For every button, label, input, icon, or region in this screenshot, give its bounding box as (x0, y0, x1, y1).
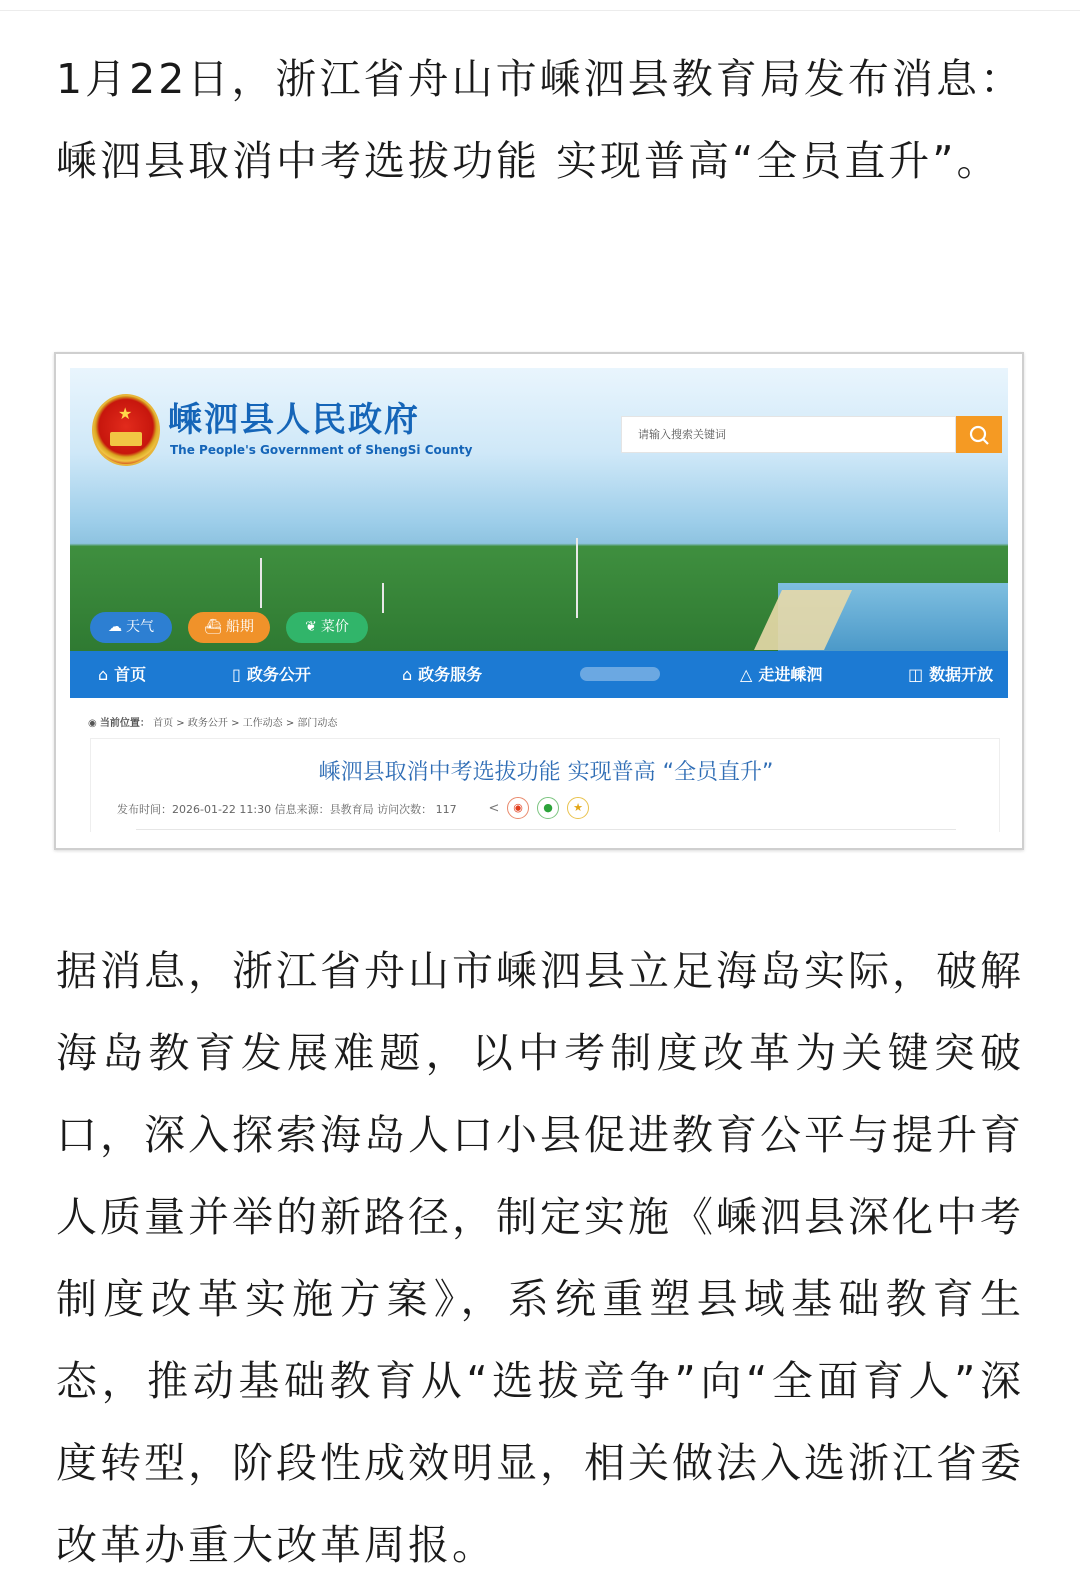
nav-item-gov-service[interactable] (402, 651, 482, 698)
quick-link-label: 菜价 (320, 619, 349, 635)
weather-icon: ☁ (108, 619, 122, 635)
location-icon: ◉ (88, 718, 97, 729)
quick-link-label: 船期 (225, 619, 254, 635)
site-banner (70, 368, 1008, 651)
mountain-icon: △ (740, 665, 753, 684)
nav-label: 首页 (114, 665, 147, 684)
site-subtitle: The People's Government of ShengSi County (170, 443, 473, 457)
nav-label: 走进嵊泗 (758, 665, 823, 684)
article-meta: 发布时间：2026-01-22 11:30 信息来源：县教育局 访问次数： 117 (117, 803, 457, 816)
pylon-image (576, 538, 578, 618)
nav-item-home[interactable] (98, 651, 146, 698)
home-icon: ⌂ (98, 665, 109, 684)
book-icon: ▯ (232, 665, 241, 684)
nav-label: 数据开放 (929, 665, 994, 684)
vegetable-icon: ❦ (305, 619, 317, 635)
chart-icon: ◫ (908, 665, 924, 684)
site-title: 嵊泗县人民政府 (168, 400, 420, 440)
nav-item-blurred (580, 667, 660, 681)
national-emblem-icon: ★ (92, 394, 160, 466)
wechat-icon[interactable]: ● (537, 797, 559, 819)
quick-link-label: 天气 (126, 619, 154, 635)
divider (136, 829, 956, 830)
search-input[interactable]: 请输入搜索关键词 (621, 416, 956, 453)
search-icon (968, 424, 990, 446)
breadcrumb-item[interactable]: 部门动态 (297, 718, 338, 729)
article-card (90, 738, 1000, 832)
article-title: 嵊泗县取消中考选拔功能 实现普高 “全员直升” (318, 760, 774, 785)
article-body: 据消息，浙江省舟山市嵊泗县立足海岛实际，破解海岛教育发展难题，以中考制度改革为关键突破口，深入探索海岛人口小县促进教育公平与提升育人质量并举的新路径，制定实施《嵊泗县深化中考制度改革实施方案》，系统重塑县域基础教育生态，推动基础教育从“选拔竞争”向“全面育人”深度转型，阶段性成效明显，相关做法入选浙江省委改革办重大改革周报。 (56, 947, 1024, 1569)
quick-link-vegetable[interactable] (286, 612, 368, 643)
pylon-image (260, 558, 262, 608)
embedded-screenshot (54, 352, 1024, 850)
top-divider (0, 0, 1080, 11)
weibo-icon[interactable]: ◉ (507, 797, 529, 819)
quick-link-ship[interactable] (188, 612, 270, 643)
share-icon[interactable]: < (488, 801, 500, 816)
breadcrumb-separator: > (285, 718, 295, 729)
nav-label: 政务服务 (418, 665, 483, 684)
breadcrumb-item[interactable]: 工作动态 (242, 718, 283, 729)
breadcrumb-item[interactable]: 政务公开 (187, 718, 228, 729)
breadcrumb-item[interactable]: 首页 (153, 718, 174, 729)
nav-item-open-data[interactable] (908, 651, 993, 698)
breadcrumb-separator: > (176, 718, 185, 729)
nav-item-shengsi[interactable] (740, 651, 822, 698)
quick-link-weather[interactable] (90, 612, 172, 643)
breadcrumb-prefix: 当前位置： (99, 718, 150, 729)
main-nav (70, 651, 1008, 698)
building-icon: ⌂ (402, 665, 413, 684)
search-button[interactable] (956, 416, 1002, 453)
pylon-image (382, 583, 384, 613)
breadcrumb-separator: > (231, 718, 240, 729)
ship-icon: ⛴ (204, 619, 222, 635)
breadcrumb (88, 714, 337, 729)
favorite-icon[interactable]: ★ (567, 797, 589, 819)
nav-item-gov-affairs[interactable] (232, 651, 311, 698)
nav-label: 政务公开 (246, 665, 311, 684)
article-intro: 1月22日，浙江省舟山市嵊泗县教育局发布消息：嵊泗县取消中考选拔功能 实现普高“全员直升”。 (56, 55, 1024, 185)
